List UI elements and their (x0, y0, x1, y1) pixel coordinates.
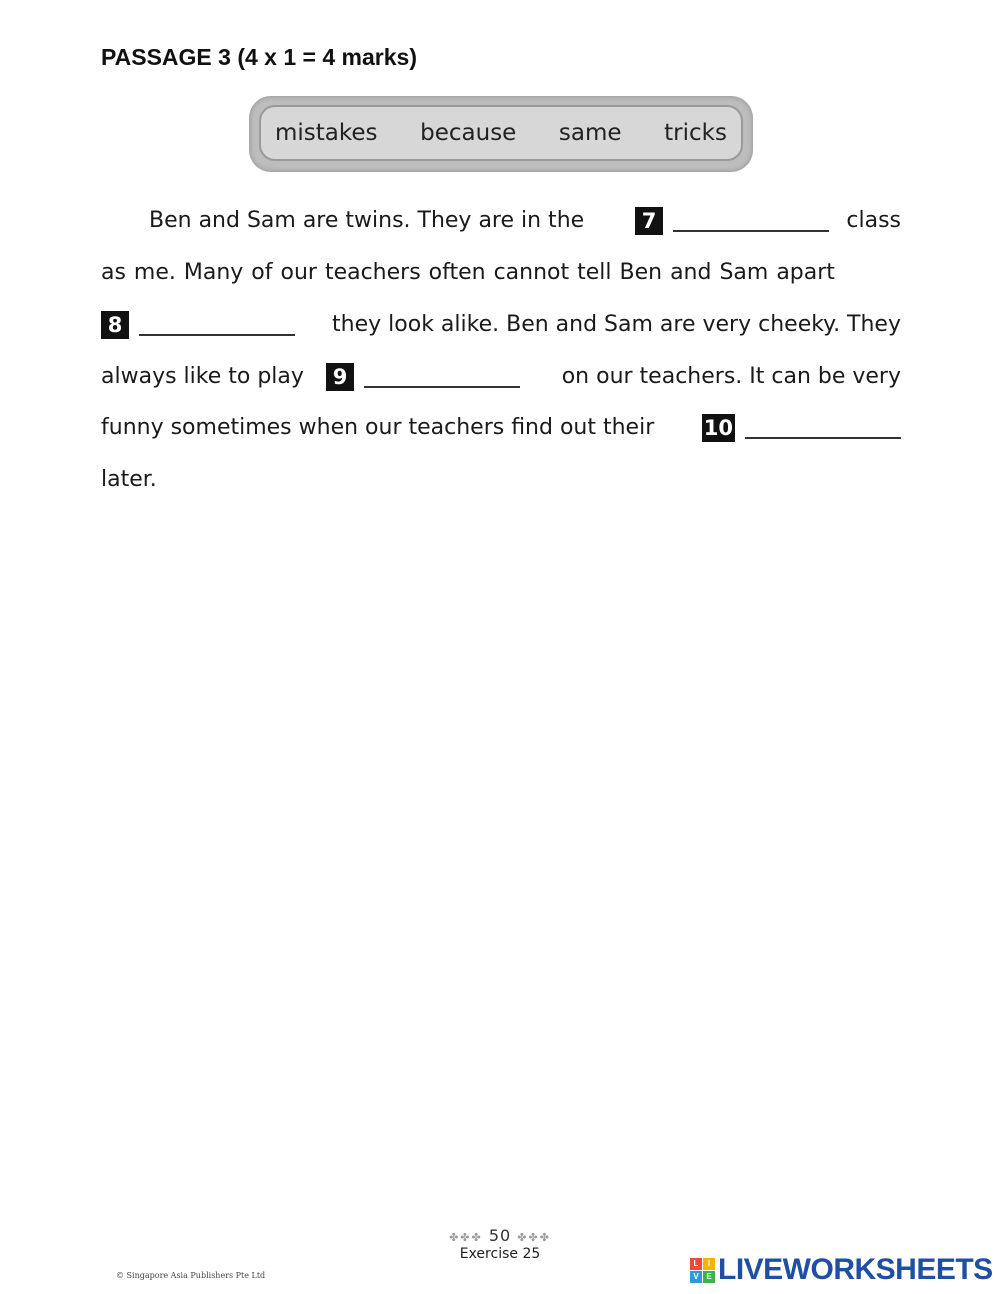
question-7-group (635, 207, 829, 235)
answer-blank-9[interactable] (364, 366, 520, 388)
passage-heading: PASSAGE 3 (4 x 1 = 4 marks) (101, 44, 417, 70)
passage-line-6 (101, 462, 901, 498)
passage-text: they look alike. Ben and Sam are very cheeky. They (332, 312, 901, 337)
exercise-label: Exercise 25 (459, 1246, 541, 1262)
passage-text: as me. Many of our teachers often cannot tell Ben and Sam apart (101, 260, 835, 285)
logo-tile: E (703, 1271, 715, 1283)
copyright-notice: © Singapore Asia Publishers Pte Ltd (116, 1271, 266, 1280)
question-9-group (326, 363, 520, 391)
passage-line-4 (101, 359, 901, 395)
passage-text: class (846, 208, 901, 233)
passage-line-1 (101, 203, 901, 239)
passage-line-2 (101, 255, 901, 291)
word-bank-item: same (558, 120, 622, 146)
passage-text: later. (101, 467, 157, 492)
question-number-7: 7 (635, 207, 663, 235)
page-number-value: 50 (488, 1226, 512, 1245)
word-bank-item: tricks (664, 120, 727, 146)
passage-line-5 (101, 410, 901, 446)
question-10-group (702, 414, 901, 442)
passage-text: on our teachers. It can be very (561, 364, 901, 389)
question-number-8: 8 (101, 311, 129, 339)
word-bank-panel (259, 105, 743, 161)
answer-blank-7[interactable] (673, 210, 829, 232)
answer-blank-10[interactable] (745, 417, 901, 439)
logo-icon (690, 1258, 715, 1283)
decoration-icon: ✤✤✤ (517, 1231, 551, 1244)
brand-name: LIVEWORKSHEETS (718, 1253, 993, 1286)
question-number-9: 9 (326, 363, 354, 391)
answer-blank-8[interactable] (139, 314, 295, 336)
passage-line-3 (101, 307, 901, 343)
word-bank-item: because (420, 120, 517, 146)
logo-tile: V (690, 1271, 702, 1283)
word-bank (249, 96, 753, 172)
page-number (0, 1226, 1000, 1245)
passage-text: funny sometimes when our teachers find out their (101, 415, 655, 440)
question-number-10: 10 (703, 416, 733, 440)
word-bank-item: mistakes (275, 120, 378, 146)
question-8-group (101, 311, 295, 339)
liveworksheets-logo[interactable] (690, 1253, 993, 1287)
passage-text: always like to play (101, 364, 304, 389)
logo-tile: L (690, 1258, 702, 1270)
decoration-icon: ✤✤✤ (449, 1231, 483, 1244)
passage-text: Ben and Sam are twins. They are in the (149, 208, 585, 233)
logo-tile: I (703, 1258, 715, 1270)
